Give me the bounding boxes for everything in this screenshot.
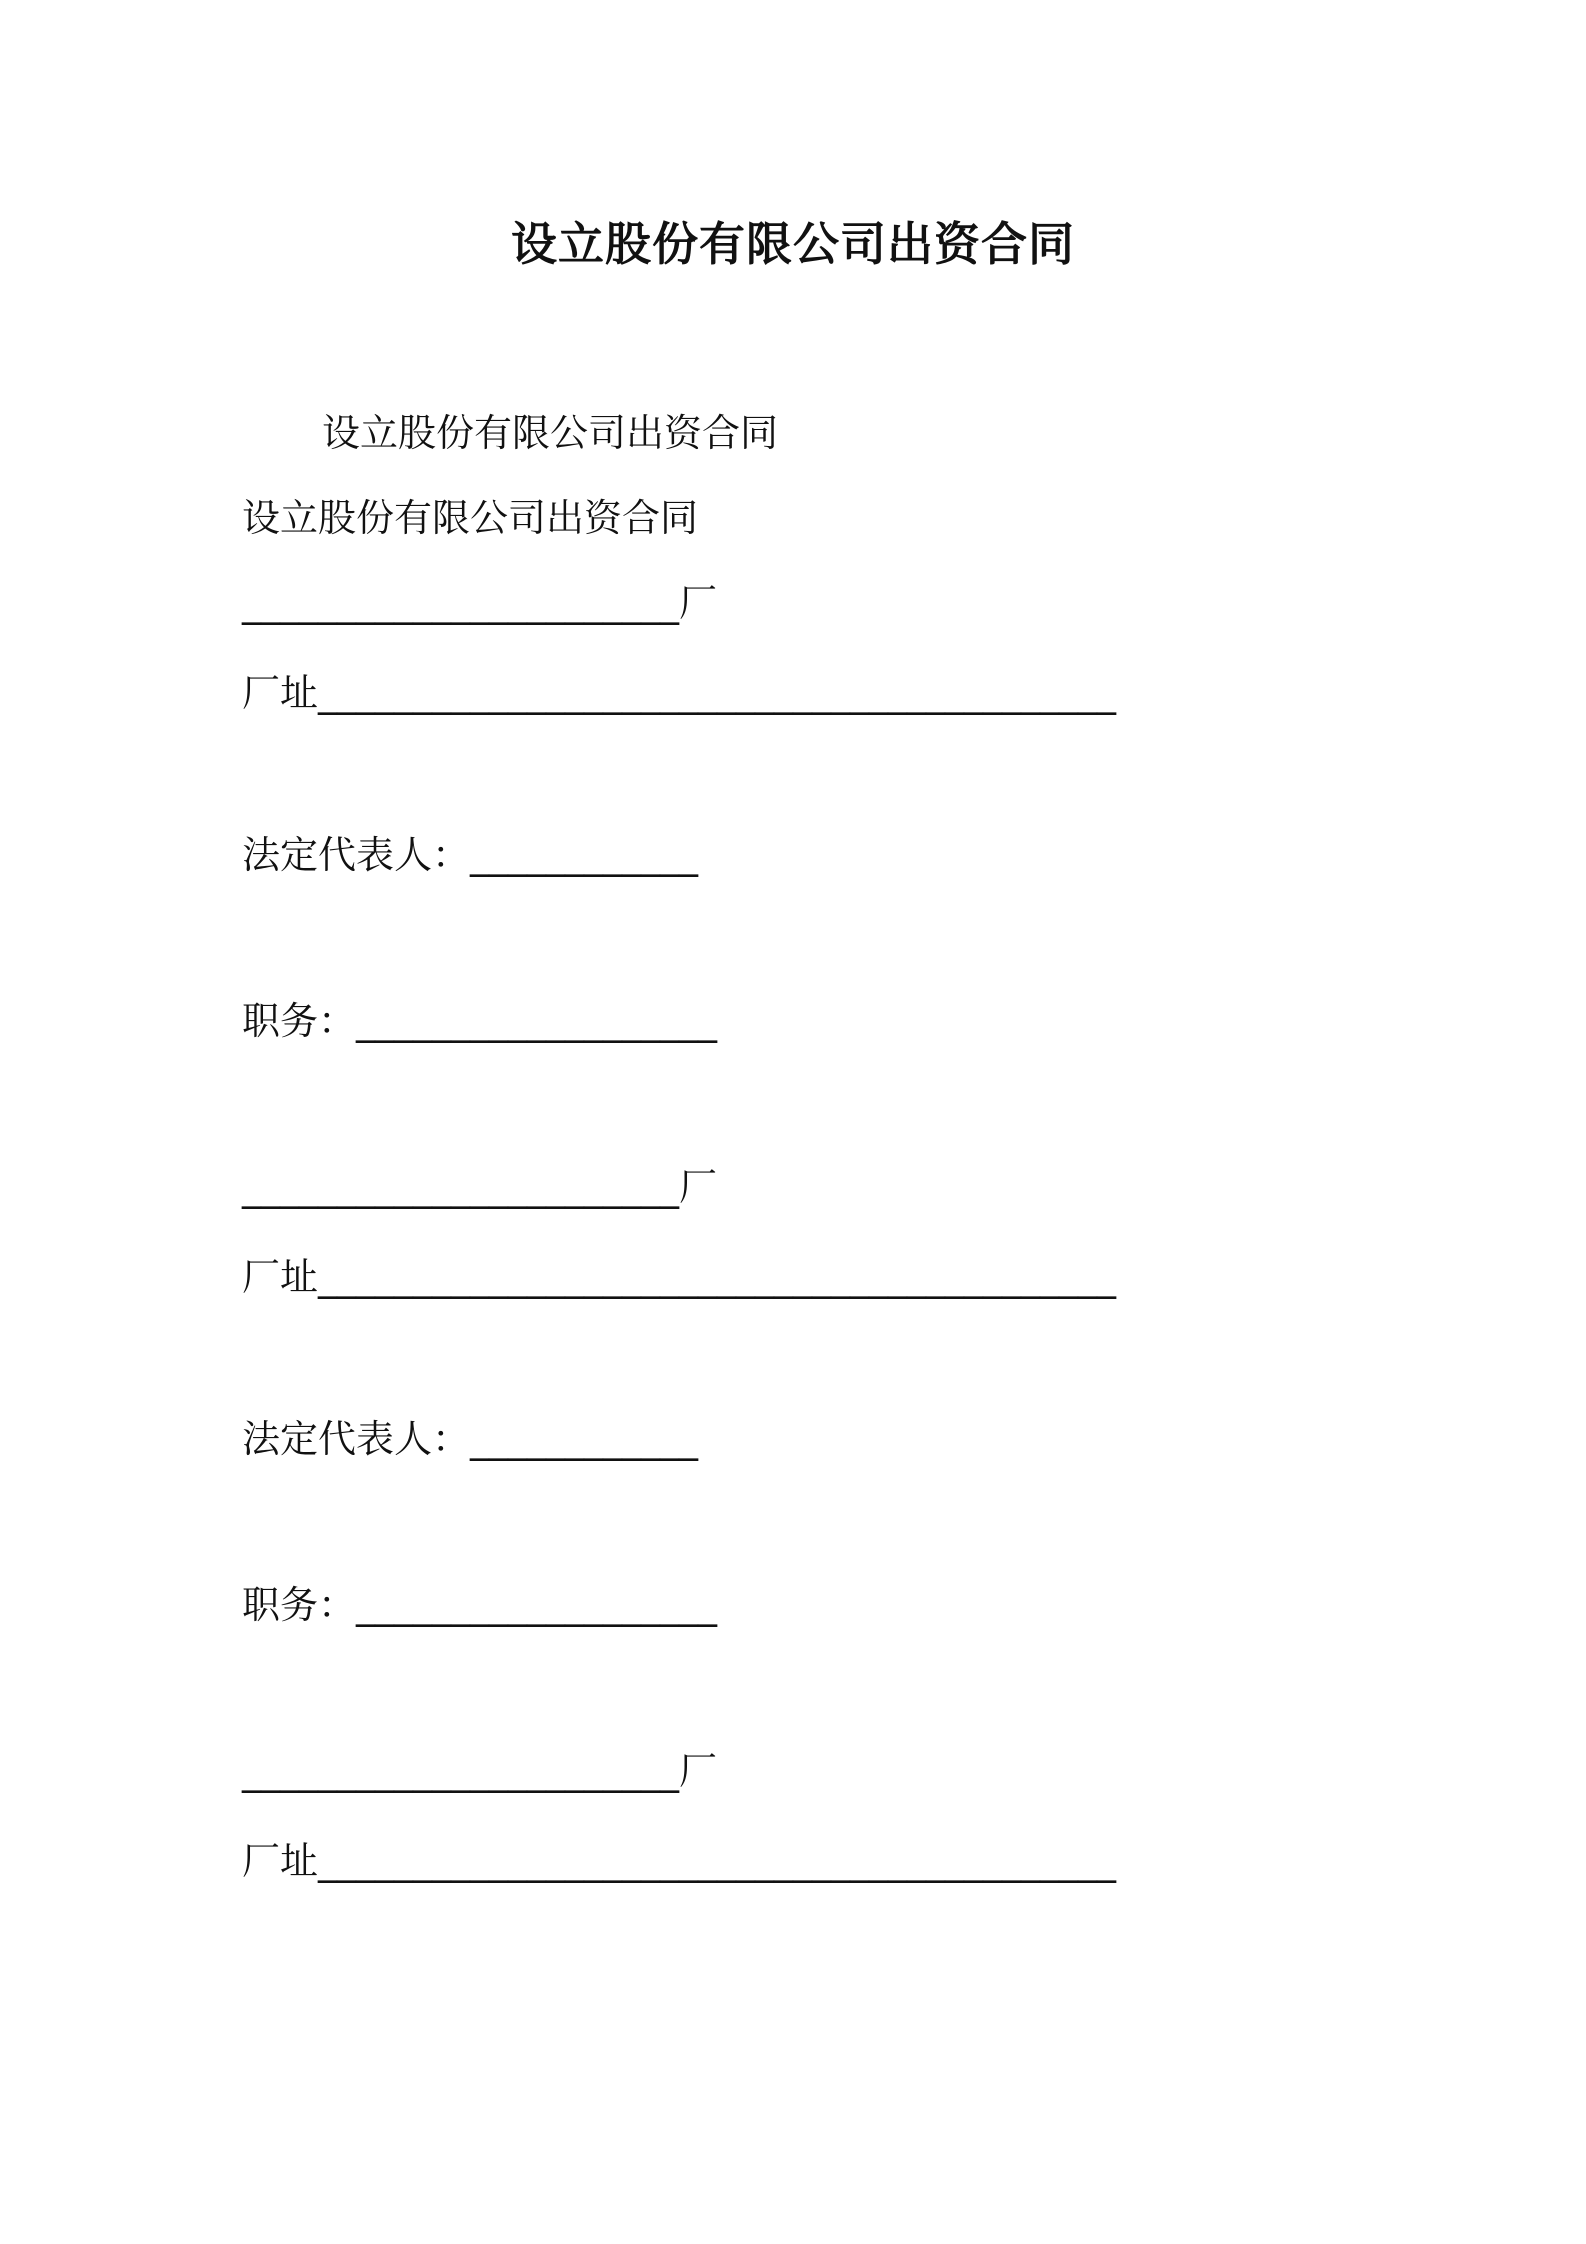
- party-3-factory-name: _______________________厂: [242, 1749, 718, 1793]
- party-1-legal-representative: 法定代表人：____________: [242, 833, 699, 877]
- party-1-position: 职务：___________________: [242, 999, 718, 1043]
- party-1-address: 厂址__________________________________________: [242, 671, 1117, 715]
- contract-name-line: 设立股份有限公司出资合同: [242, 496, 699, 540]
- subtitle-line: 设立股份有限公司出资合同: [322, 411, 779, 455]
- party-2-legal-representative: 法定代表人：____________: [242, 1417, 699, 1461]
- party-1-factory-name: _______________________厂: [242, 581, 718, 625]
- party-3-address: 厂址__________________________________________: [242, 1839, 1117, 1883]
- document-title: 设立股份有限公司出资合同: [511, 217, 1075, 271]
- party-2-address: 厂址__________________________________________: [242, 1255, 1117, 1299]
- party-2-factory-name: _______________________厂: [242, 1165, 718, 1209]
- party-2-position: 职务：___________________: [242, 1583, 718, 1627]
